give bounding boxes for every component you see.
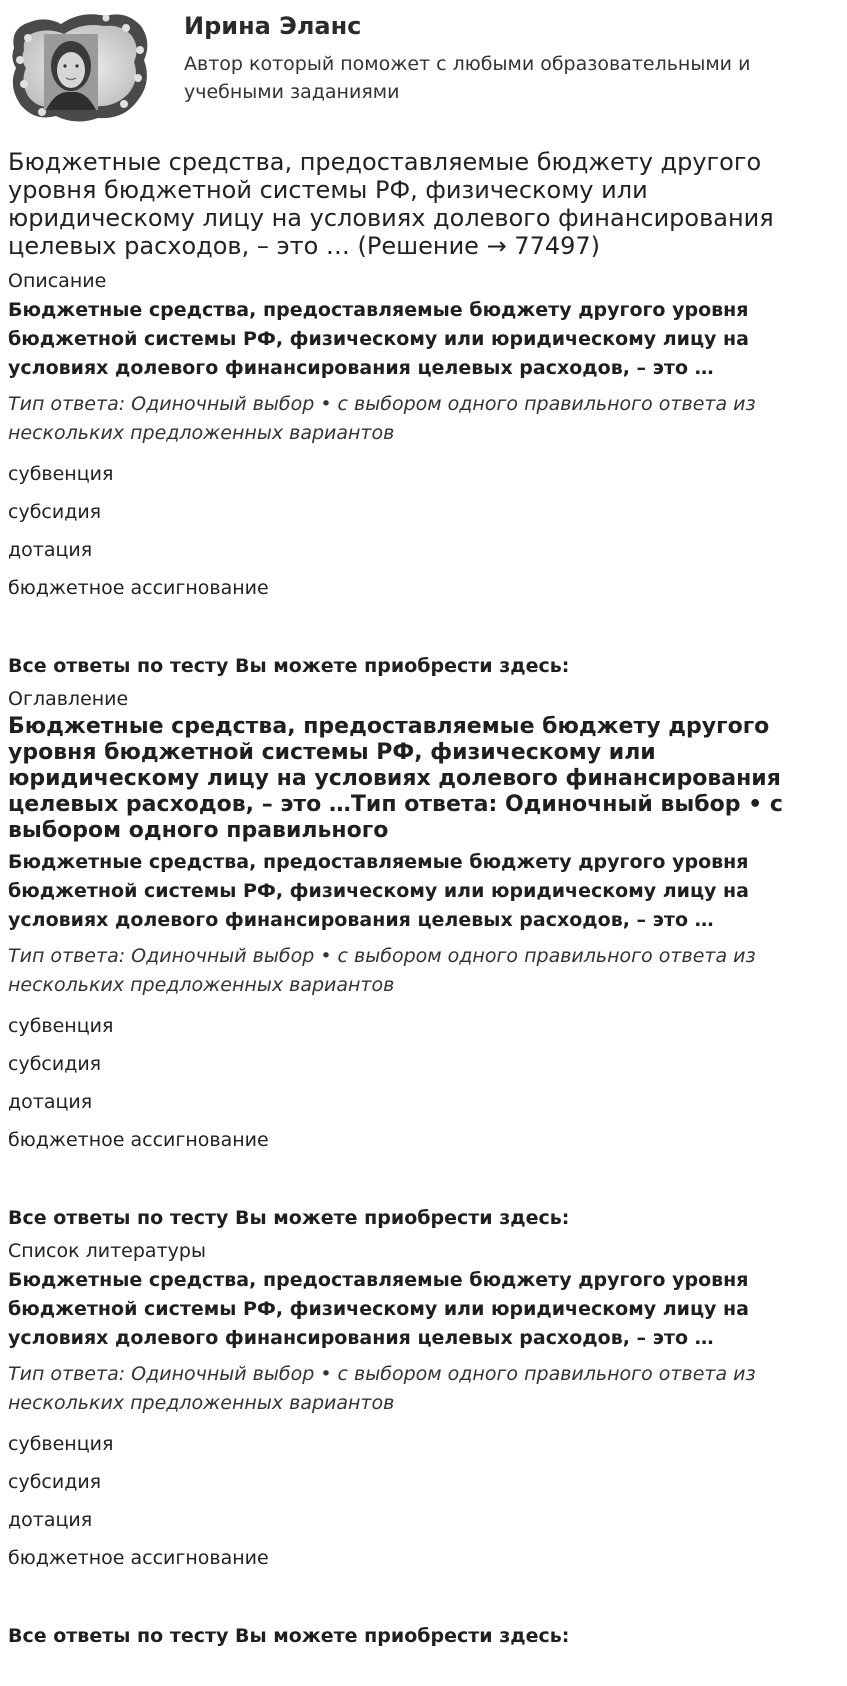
answer-option: дотация [8, 1091, 93, 1113]
answer-option: субвенция [8, 1015, 114, 1037]
section-label-toc: Оглавление [8, 688, 129, 710]
answer-option: субсидия [8, 1053, 102, 1075]
answer-option: бюджетное ассигнование [8, 1547, 269, 1569]
question-text: Бюджетные средства, предоставляемые бюджету другого уровня бюджетной системы РФ, физическому или юридическому лицу на условиях долевого финансирования целевых расходов, – это … [8, 299, 749, 379]
page-title: Бюджетные средства, предоставляемые бюджету другого уровня бюджетной системы РФ, физическому или юридическому лицу на условиях долевого финансирования целевых расходов, – это … (Решение → 77497) [8, 148, 774, 260]
toc-section [8, 688, 808, 1230]
description-section [8, 270, 808, 678]
answer-option: дотация [8, 539, 93, 561]
answer-option: субсидия [8, 1471, 102, 1493]
answer-option: бюджетное ассигнование [8, 577, 269, 599]
author-name[interactable]: Ирина Эланс [184, 12, 362, 40]
toc-heading: Бюджетные средства, предоставляемые бюджету другого уровня бюджетной системы РФ, физическому или юридическому лицу на условиях долевого финансирования целевых расходов, – это …Тип ответа: Одиночный выбор • с выбором одного правильного [8, 714, 783, 843]
section-label-literature: Список литературы [8, 1240, 206, 1262]
buy-note: Все ответы по тесту Вы можете приобрести здесь: [8, 1625, 570, 1647]
answer-type: Тип ответа: Одиночный выбор • с выбором одного правильного ответа из нескольких предложенных вариантов [8, 393, 756, 444]
answer-type: Тип ответа: Одиночный выбор • с выбором одного правильного ответа из нескольких предложенных вариантов [8, 1363, 756, 1414]
portrait-photo [44, 34, 98, 110]
buy-note: Все ответы по тесту Вы можете приобрести здесь: [8, 1207, 570, 1229]
answer-option: бюджетное ассигнование [8, 1129, 269, 1151]
section-label-description: Описание [8, 270, 107, 292]
author-description: Автор который поможет с любыми образовательными и учебными заданиями [184, 53, 751, 103]
answer-option: субвенция [8, 463, 114, 485]
literature-section [8, 1240, 808, 1648]
answer-option: субсидия [8, 501, 102, 523]
author-avatar [6, 8, 151, 125]
main-content [0, 148, 816, 1648]
question-text: Бюджетные средства, предоставляемые бюджету другого уровня бюджетной системы РФ, физическому или юридическому лицу на условиях долевого финансирования целевых расходов, – это … [8, 1269, 749, 1349]
question-text: Бюджетные средства, предоставляемые бюджету другого уровня бюджетной системы РФ, физическому или юридическому лицу на условиях долевого финансирования целевых расходов, – это … [8, 851, 749, 931]
buy-note: Все ответы по тесту Вы можете приобрести здесь: [8, 655, 570, 677]
answer-option: дотация [8, 1509, 93, 1531]
answer-type: Тип ответа: Одиночный выбор • с выбором одного правильного ответа из нескольких предложенных вариантов [8, 945, 756, 996]
answer-option: субвенция [8, 1433, 114, 1455]
author-header [0, 0, 847, 138]
